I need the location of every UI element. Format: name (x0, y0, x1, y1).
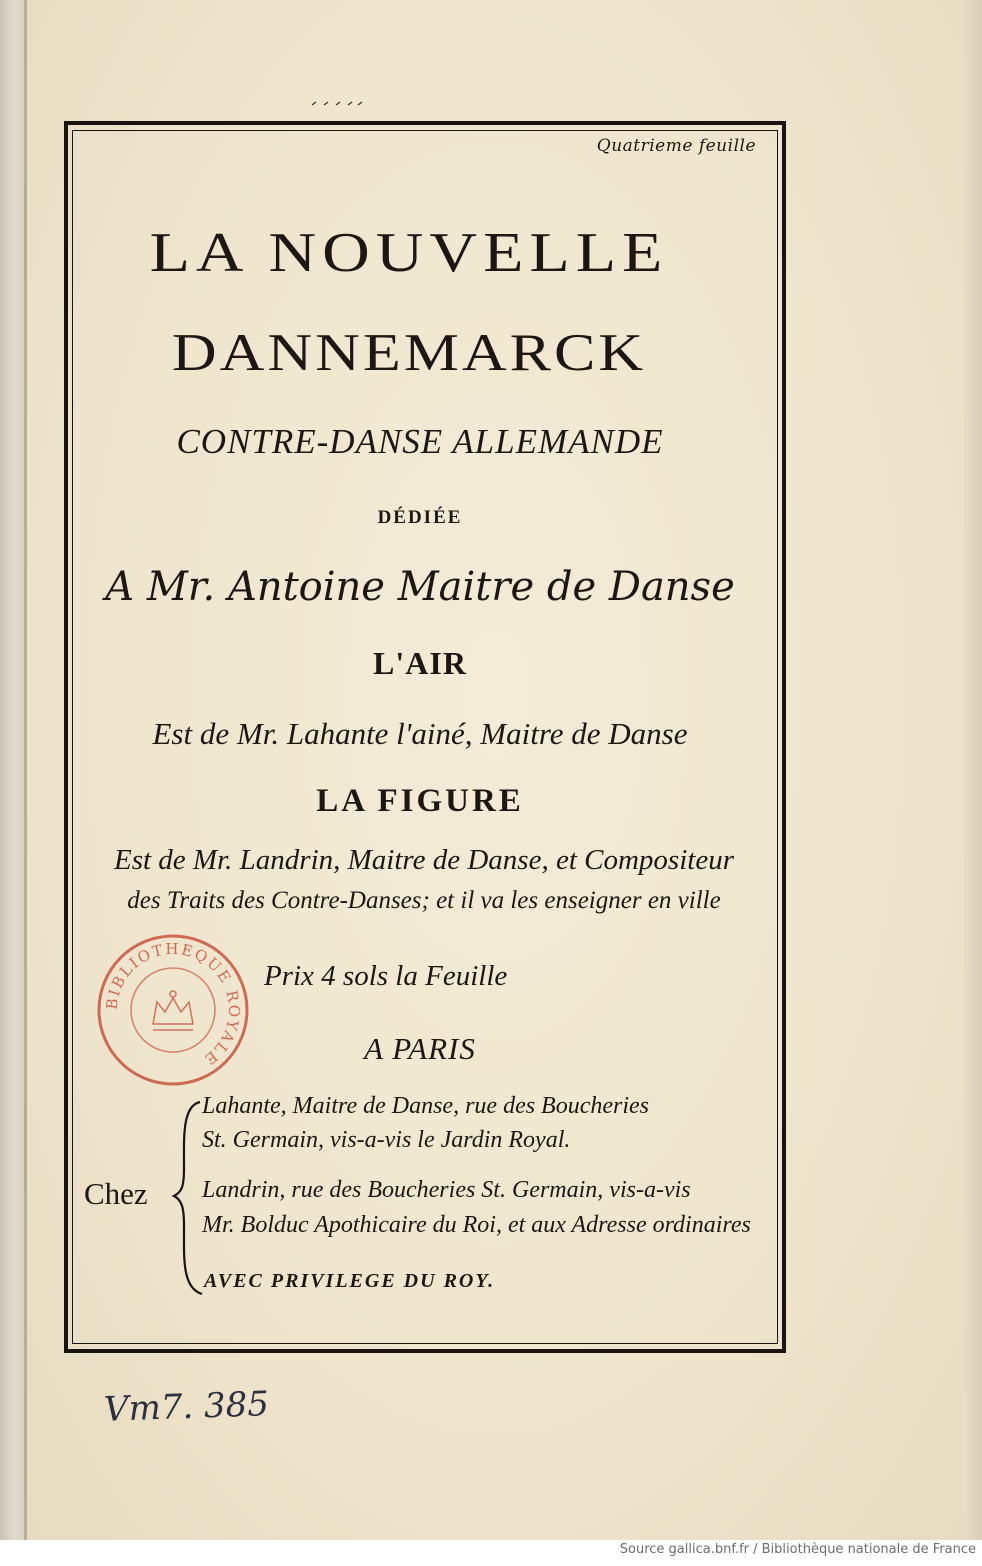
chez-label: Chez (84, 1176, 148, 1211)
title-line-2: DANNEMARCK (171, 324, 647, 382)
figure-credit-line-2: des Traits des Contre-Danses; et il va les enseigner en ville (127, 887, 721, 914)
privilege: AVEC PRIVILEGE DU ROY. (204, 1270, 496, 1292)
dedication-label: DÉDIÉE (377, 507, 463, 528)
scan-edge (0, 0, 26, 1566)
page-right-edge (964, 0, 982, 1566)
address-line: Mr. Bolduc Apothicaire du Roi, et aux Adresse ordinaires (202, 1212, 751, 1238)
crown-icon (153, 991, 193, 1030)
address-line: Landrin, rue des Boucheries St. Germain, vis-a-vis (202, 1177, 691, 1203)
air-heading: L'AIR (373, 645, 467, 681)
title-line-1: LA NOUVELLE (149, 221, 669, 284)
figure-heading: LA FIGURE (316, 783, 524, 819)
brace-icon (170, 1098, 206, 1298)
air-credit: Est de Mr. Lahante l'ainé, Maitre de Danse (152, 716, 688, 751)
subtitle: CONTRE-DANSE ALLEMANDE (176, 422, 664, 461)
address-line: Lahante, Maitre de Danse, rue des Boucheries (202, 1093, 650, 1119)
library-stamp (95, 932, 251, 1088)
figure-credit-line-1: Est de Mr. Landrin, Maitre de Danse, et Compositeur (114, 844, 734, 876)
source-credit: Source gallica.bnf.fr / Bibliothèque nationale de France (619, 1542, 976, 1557)
dedicatee: A Mr. Antoine Maitre de Danse (105, 564, 735, 610)
shelfmark: Vm7. 385 (103, 1384, 270, 1430)
stamp-text: BIBLIOTHEQUE ROYALE (102, 939, 244, 1070)
place: A PARIS (364, 1031, 476, 1066)
ink-marks (310, 99, 370, 109)
address-line: St. Germain, vis-a-vis le Jardin Royal. (202, 1127, 571, 1153)
price: Prix 4 sols la Feuille (264, 960, 508, 992)
sheet-label: Quatrieme feuille (596, 136, 756, 156)
